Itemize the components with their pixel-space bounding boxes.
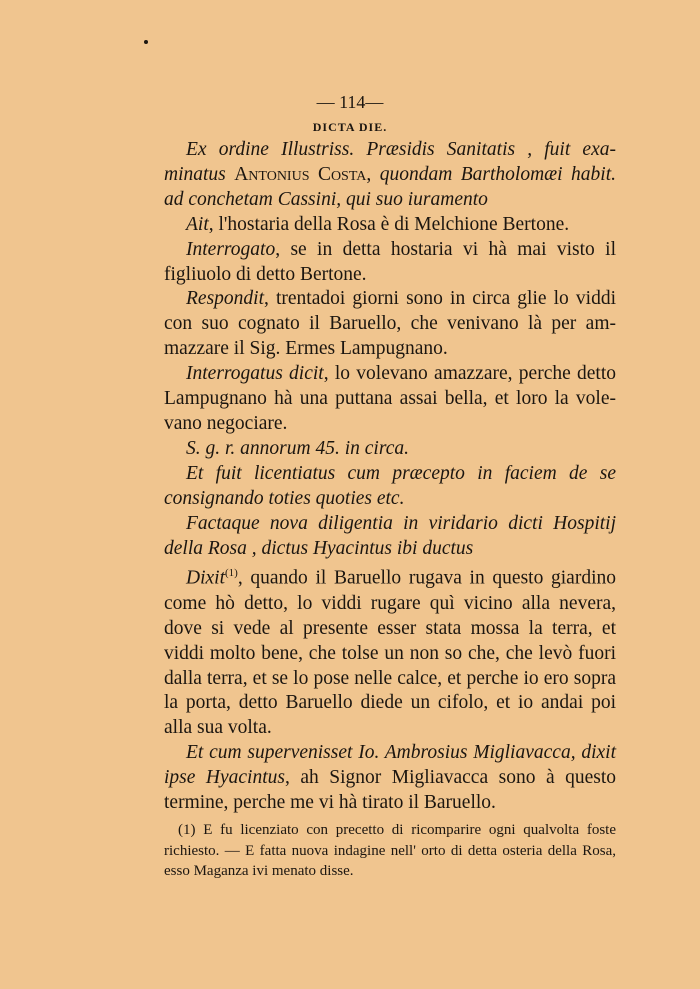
paragraph [164,138,616,213]
text-run: , ah Signor Migliavacca sono à questo termine, perche me vi hà tirato il Baruello. [164,767,617,814]
footnote: (1) E fu licenziato con precetto di ricomparire ogni qualvolta foste richiesto. — E fatta nuova indagine nell' orto di detta osteria della Rosa, esso Maganza ivi menato disse. [164,822,616,879]
text-run: Et cum supervenisset Io. Ambrosius Migliavacca, dixit ipse Hyacintus [164,742,616,789]
text-run: quondam Bartholomæi habit. ad conchetam Cassini, qui suo iuramento [164,163,617,210]
text-run: Factaque nova diligentia in viridario dicti Hospitij della Rosa , dictus Hyacintus ibi ductus [164,512,616,559]
text-run: Ex ordine Illustriss. Præsidis Sanitatis , fuit examinatus [164,139,616,185]
text-run: Interrogatus dicit [186,363,324,385]
ink-speck [144,40,148,44]
text-run: Respondit [186,288,264,310]
section-heading: DICTA DIE. [312,120,388,134]
paragraph [164,287,616,362]
text-run: , trentadoi giorni sono in circa glie lo viddi con suo cognato il Baruello, che venivano là per ammazzare il Sig. Ermes Lampugnano. [164,288,616,360]
paragraph [164,462,616,512]
text-run: Dixit [186,567,225,589]
page-number: — 114— [316,92,384,112]
footnote-ref: (1) [225,567,238,580]
text-run: , se in detta hostaria vi hà mai visto il figliuolo di detto Bertone. [164,238,616,285]
text-run: Et fuit licentiatus cum præcepto in faciem de se consignando toties quoties etc. [164,462,616,509]
paragraph [164,213,616,238]
text-run: S. g. r. annorum 45. in circa. [186,437,409,459]
text-run: Antonius Costa [234,163,367,185]
paragraph [164,238,616,288]
paragraph [164,437,616,462]
text-run: Interrogato [186,238,276,260]
text-run: , quando il Baruello rugava in questo giardino come hò detto, lo viddi rugare quì vicino alla nevera, dove si vede al presente esser stata mossa la terra, et viddi molto bene, che tolse un non so che, che levò fuori dalla terra, et se lo pose nelle calce, et perche io ero sopra la porta, detto Baruello diede un cifolo, et io andai poi alla sua volta. [164,567,616,739]
paragraph [164,512,616,562]
paragraph [164,741,616,816]
paragraph [164,362,616,437]
paragraph [164,561,616,741]
text-run: , l'hostaria della Rosa è di Melchione Bertone. [208,213,570,235]
text-run: Ait [186,213,209,235]
text-run: , [366,163,380,185]
text-run: , lo volevano amazzare, perche detto Lampugnano hà una puttana assai bella, et loro la volevano negociare. [164,363,617,434]
body-text [164,138,616,816]
